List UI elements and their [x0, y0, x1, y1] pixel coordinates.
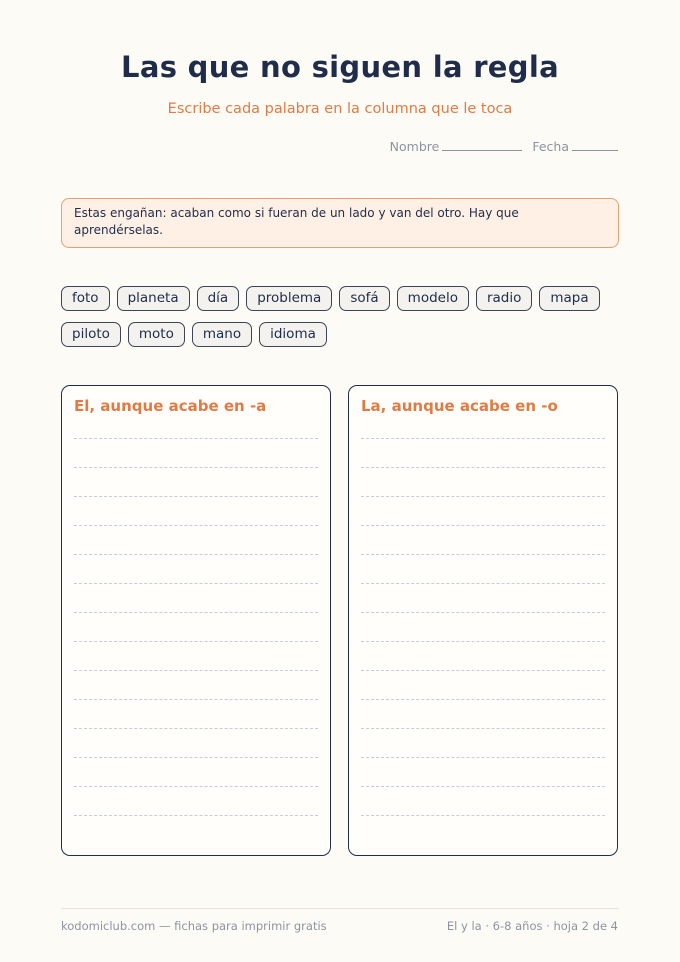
date-label: Fecha: [532, 139, 569, 154]
column-la: [348, 385, 618, 856]
column-el-heading: El, aunque acabe en -a: [74, 397, 267, 415]
column-el: [61, 385, 331, 856]
word-chip[interactable]: sofá: [339, 286, 389, 311]
writing-line: [361, 815, 605, 816]
footer-sheet-info: El y la · 6-8 años · hoja 2 de 4: [446, 919, 618, 933]
date-field[interactable]: [532, 138, 618, 154]
writing-line: [74, 699, 318, 700]
writing-line: [361, 641, 605, 642]
writing-line: [74, 438, 318, 439]
page-title: Las que no siguen la regla: [121, 50, 559, 84]
writing-line: [361, 554, 605, 555]
writing-line: [361, 728, 605, 729]
writing-line: [361, 467, 605, 468]
writing-line: [361, 525, 605, 526]
column-la-heading: La, aunque acabe en -o: [361, 397, 558, 415]
writing-line: [74, 554, 318, 555]
name-field[interactable]: [390, 138, 523, 154]
writing-line: [74, 757, 318, 758]
word-chip[interactable]: problema: [246, 286, 332, 311]
footer-divider: [61, 908, 619, 909]
name-date-fields: [390, 138, 618, 154]
page-subtitle: Escribe cada palabra en la columna que le toca: [167, 101, 513, 117]
writing-line: [74, 670, 318, 671]
note-box: Estas engañan: acaban como si fueran de un lado y van del otro. Hay que aprendérselas.: [61, 198, 619, 248]
writing-line: [361, 612, 605, 613]
date-line: [572, 138, 618, 151]
word-chip[interactable]: mapa: [539, 286, 599, 311]
writing-line: [361, 699, 605, 700]
writing-line: [74, 786, 318, 787]
word-chip[interactable]: planeta: [117, 286, 190, 311]
word-chip[interactable]: idioma: [259, 322, 327, 347]
writing-line: [74, 612, 318, 613]
writing-line: [361, 670, 605, 671]
word-chip[interactable]: foto: [61, 286, 110, 311]
word-chip[interactable]: radio: [476, 286, 532, 311]
writing-line: [361, 438, 605, 439]
writing-line: [74, 467, 318, 468]
writing-line: [361, 786, 605, 787]
writing-line: [361, 496, 605, 497]
name-label: Nombre: [389, 139, 440, 154]
writing-line: [74, 525, 318, 526]
word-bank: [61, 286, 621, 347]
word-chip[interactable]: mano: [192, 322, 252, 347]
writing-line: [74, 728, 318, 729]
word-chip[interactable]: piloto: [61, 322, 121, 347]
footer-site: kodomiclub.com — fichas para imprimir gratis: [61, 919, 327, 933]
writing-line: [74, 583, 318, 584]
writing-line: [361, 583, 605, 584]
column-el-writing-lines[interactable]: [74, 438, 318, 844]
writing-line: [74, 496, 318, 497]
writing-line: [361, 757, 605, 758]
word-chip[interactable]: modelo: [397, 286, 469, 311]
writing-line: [74, 815, 318, 816]
name-line: [442, 138, 522, 151]
writing-line: [74, 641, 318, 642]
word-chip[interactable]: moto: [128, 322, 185, 347]
column-la-writing-lines[interactable]: [361, 438, 605, 844]
word-chip[interactable]: día: [197, 286, 240, 311]
